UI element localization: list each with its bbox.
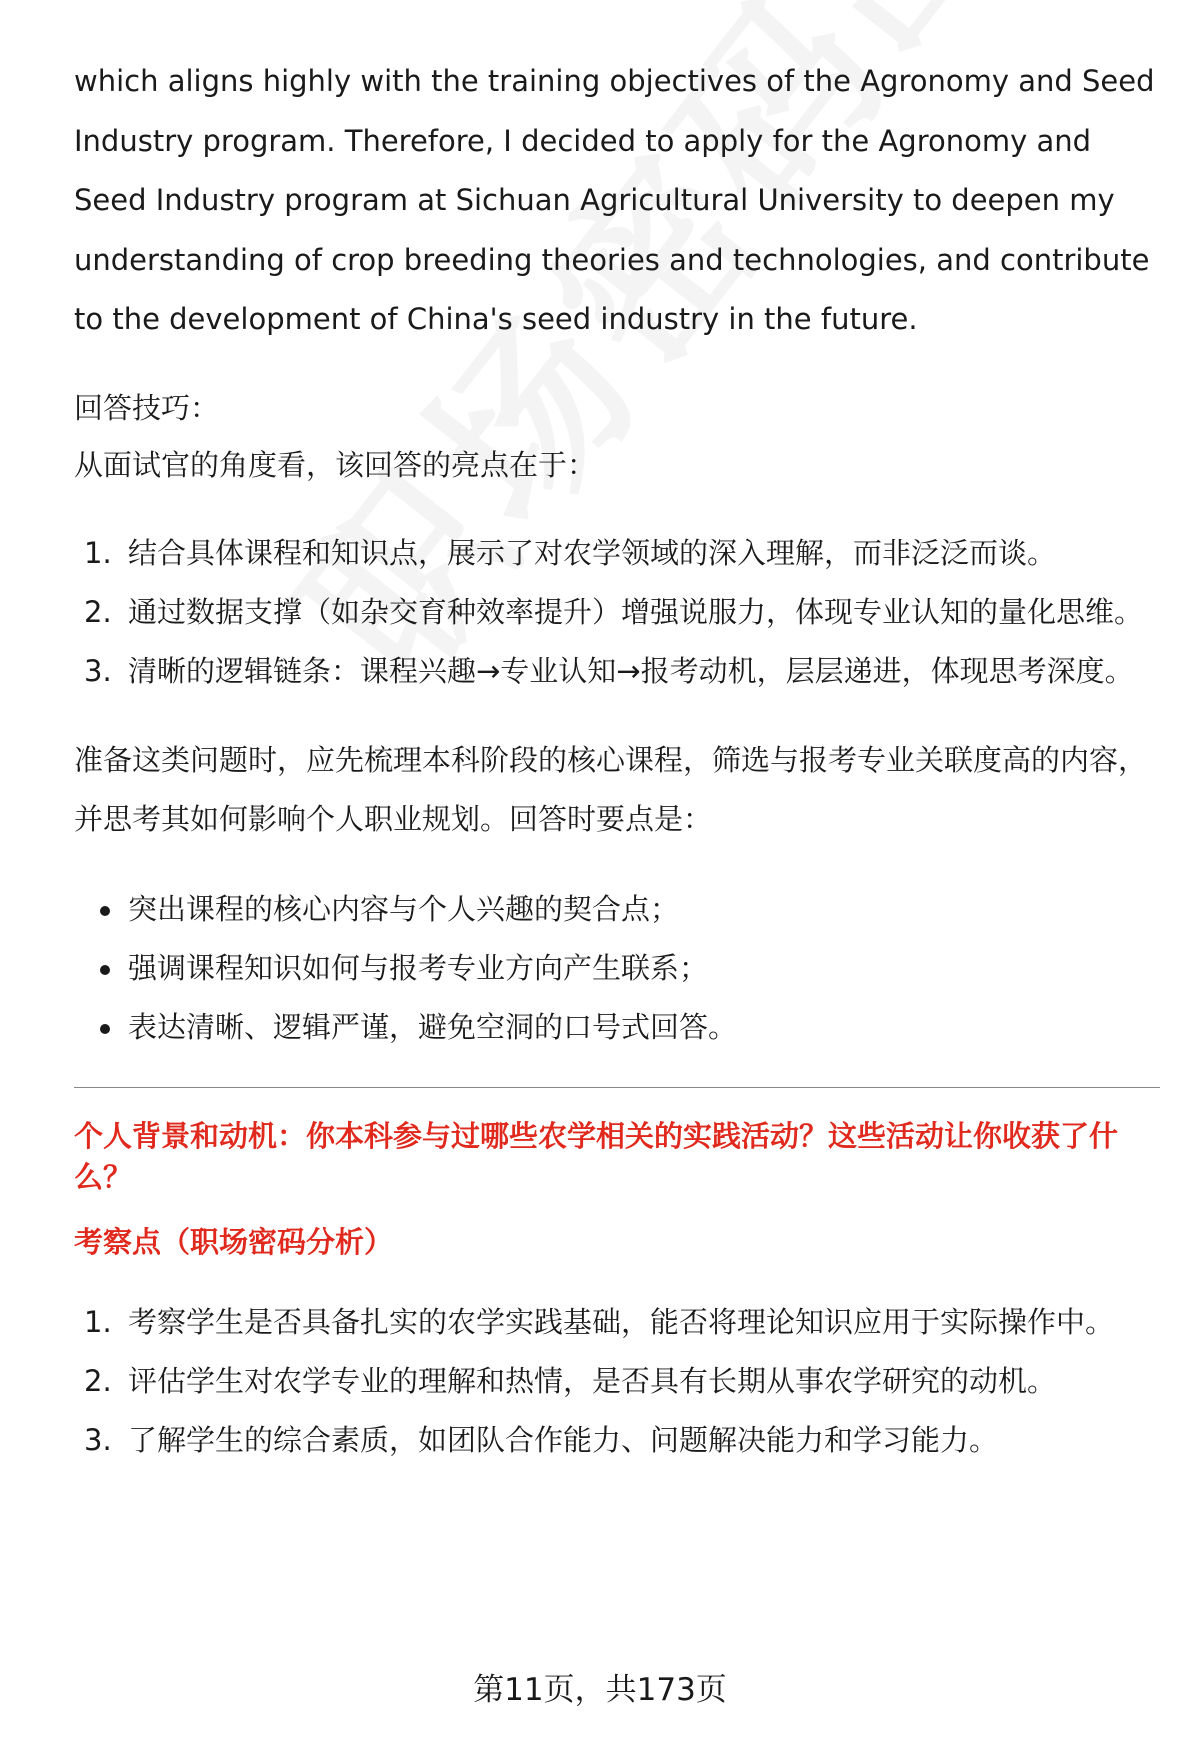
tips-label: 回答技巧： (74, 390, 220, 425)
focus-points-list (74, 1293, 1160, 1470)
bullet-icon (100, 1024, 110, 1034)
list-item (74, 1411, 1178, 1470)
list-number: 1. (84, 1304, 112, 1339)
list-item-text: 通过数据支撑（如杂交育种效率提升）增强说服力，体现专业认知的量化思维。 (128, 594, 1144, 629)
list-number: 2. (84, 1363, 112, 1398)
list-item-text: 结合具体课程和知识点，展示了对农学领域的深入理解，而非泛泛而谈。 (128, 535, 1057, 570)
list-item-text: 评估学生对农学专业的理解和热情，是否具有长期从事农学研究的动机。 (128, 1363, 1057, 1398)
list-item (74, 583, 1178, 642)
list-number: 2. (84, 594, 112, 629)
highlights-list (74, 524, 1160, 701)
list-number: 3. (84, 653, 112, 688)
bullet-item (74, 998, 1178, 1057)
bullet-item (74, 939, 1178, 998)
question-title: 个人背景和动机：你本科参与过哪些农学相关的实践活动？这些活动让你收获了什么？ (74, 1118, 1119, 1194)
list-number: 3. (84, 1422, 112, 1457)
bullet-item-text: 强调课程知识如何与报考专业方向产生联系； (128, 950, 709, 985)
bullet-item (74, 880, 1178, 939)
list-number: 1. (84, 535, 112, 570)
list-item (74, 1293, 1178, 1352)
key-points-list (74, 880, 1160, 1057)
bullet-icon (100, 965, 110, 975)
bullet-icon (100, 906, 110, 916)
page-content (74, 52, 1160, 1470)
intro-paragraph: which aligns highly with the training objectives of the Agronomy and Seed Industry program. Therefore, I decided to apply for the Agronomy and Seed Industry program at Sichuan Agricultural University to deepen my understanding of crop breeding theories and technologies, and contribute to the development of China's seed industry in the future. (74, 64, 1155, 336)
list-item (74, 1352, 1178, 1411)
tips-lead: 从面试官的角度看，该回答的亮点在于： (74, 447, 597, 482)
bullet-item-text: 表达清晰、逻辑严谨，避免空洞的口号式回答。 (128, 1009, 738, 1044)
list-item-text: 清晰的逻辑链条：课程兴趣→专业认知→报考动机，层层递进，体现思考深度。 (128, 653, 1134, 688)
list-item-text: 了解学生的综合素质，如团队合作能力、问题解决能力和学习能力。 (128, 1422, 999, 1457)
prep-paragraph: 准备这类问题时，应先梳理本科阶段的核心课程，筛选与报考专业关联度高的内容，并思考其如何影响个人职业规划。回答时要点是： (74, 742, 1148, 836)
list-item-text: 考察学生是否具备扎实的农学实践基础，能否将理论知识应用于实际操作中。 (128, 1304, 1115, 1339)
list-item (74, 524, 1178, 583)
bullet-item-text: 突出课程的核心内容与个人兴趣的契合点； (128, 891, 680, 926)
list-item (74, 642, 1178, 701)
focus-heading: 考察点（职场密码分析） (74, 1224, 394, 1259)
page-number: 第11页，共173页 (473, 1672, 727, 1708)
